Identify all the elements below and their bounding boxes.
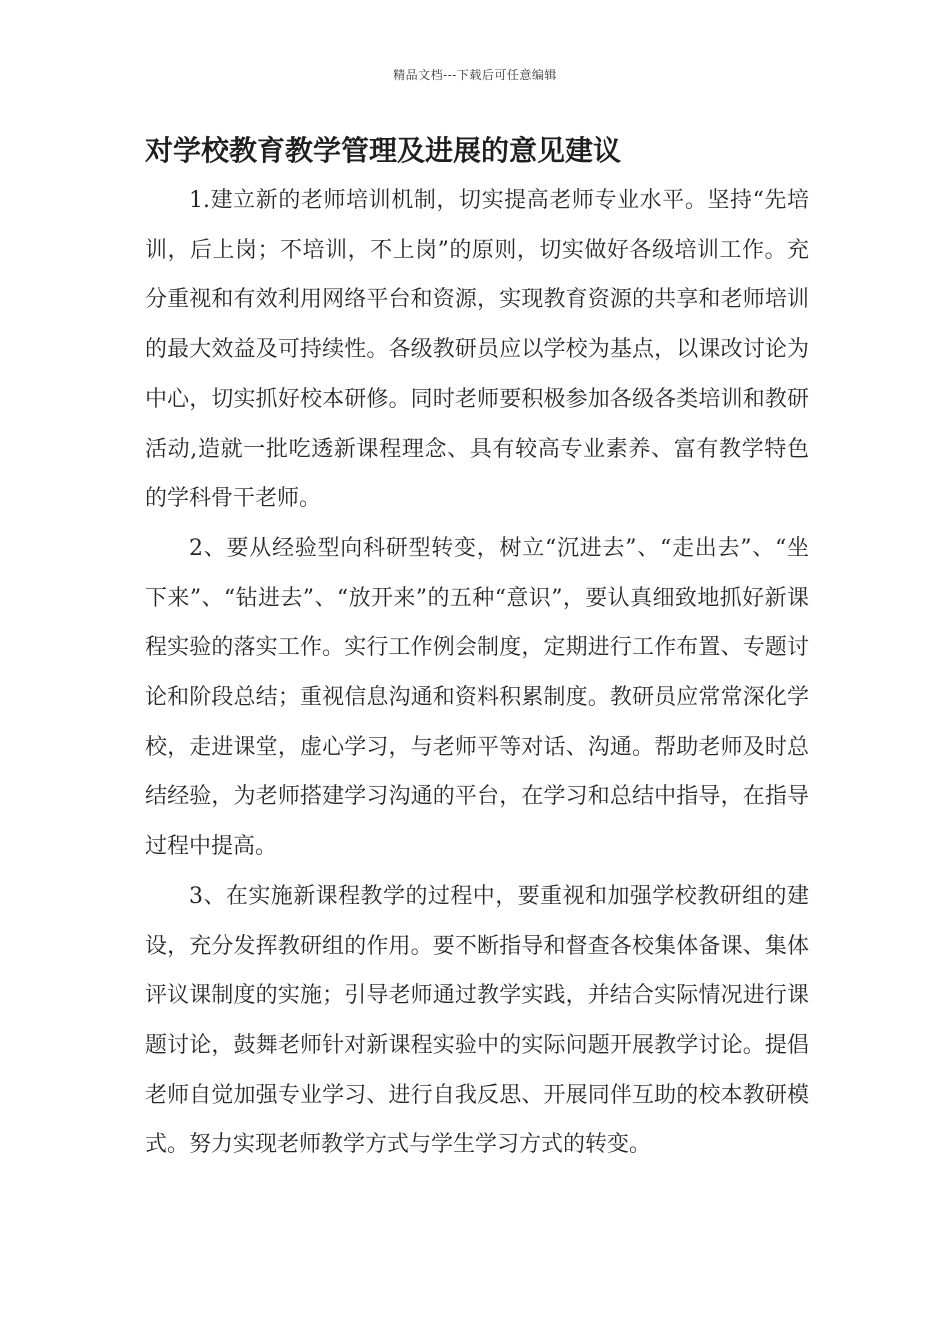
paragraph-3: 3、在实施新课程教学的过程中，要重视和加强学校教研组的建设，充分发挥教研组的作用。要不断指导和督查各校集体备课、集体评议课制度的实施；引导老师通过教学实践，并结合实际情况进行课题讨论，鼓舞老师针对新课程实验中的实际问题开展教学讨论。提倡老师自觉加强专业学习、进行自我反思、开展同伴互助的校本教研模式。努力实现老师教学方式与学生学习方式的转变。 — [145, 883, 809, 1158]
paragraph-1: 1.建立新的老师培训机制，切实提高老师专业水平。坚持“先培训，后上岗；不培训，不上岗”的原则，切实做好各级培训工作。充分重视和有效利用网络平台和资源，实现教育资源的共享和老师培训的最大效益及可持续性。各级教研员应以学校为基点，以课改讨论为中心，切实抓好校本研修。同时老师要积极参加各级各类培训和教研活动,造就一批吃透新课程理念、具有较高专业素养、富有教学特色的学科骨干老师。 — [145, 188, 809, 512]
header-note: 精品文档---下载后可任意编辑 — [393, 68, 557, 82]
paragraph-2: 2、要从经验型向科研型转变，树立“沉进去”、“走出去”、“坐下来”、“钻进去”、“放开来”的五种“意识”，要认真细致地抓好新课程实验的落实工作。实行工作例会制度，定期进行工作布置、专题讨论和阶段总结；重视信息沟通和资料积累制度。教研员应常常深化学校，走进课堂，虚心学习，与老师平等对话、沟通。帮助老师及时总结经验，为老师搭建学习沟通的平台，在学习和总结中指导，在指导过程中提高。 — [145, 535, 809, 860]
document-title: 对学校教育教学管理及进展的意见建议 — [145, 134, 622, 167]
document-body — [145, 176, 809, 1170]
